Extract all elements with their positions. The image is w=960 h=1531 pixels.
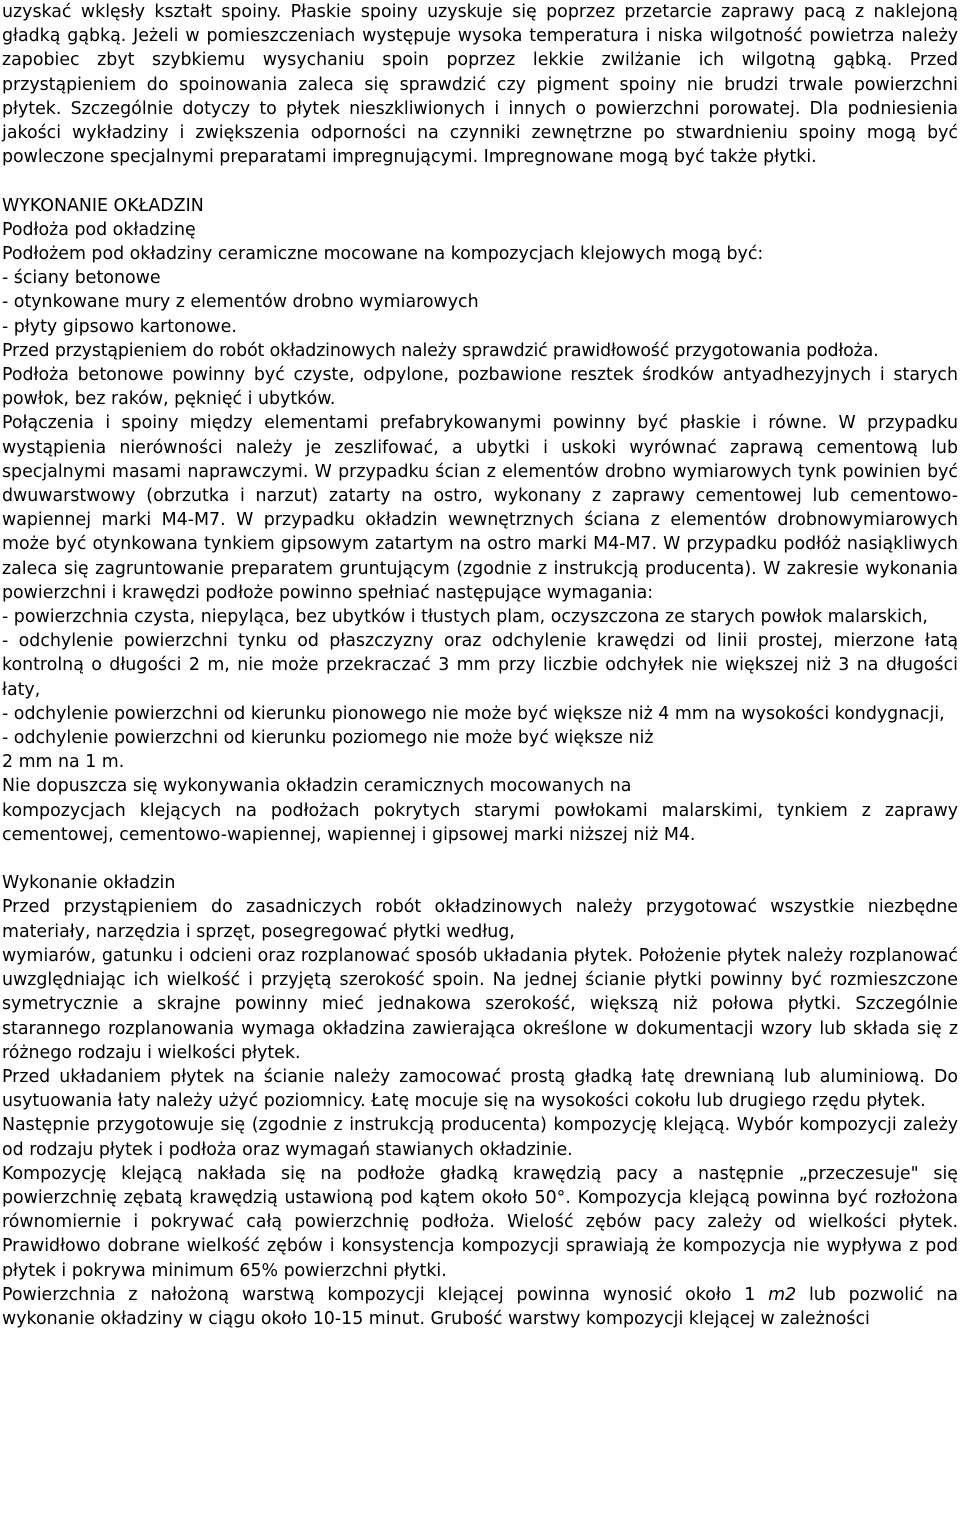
paragraph: Następnie przygotowuje się (zgodnie z instrukcją producenta) kompozycję klejącą. Wybór kompozycji zależy od rodzaju płytek i podłoża oraz wymagań stawianych okładzinie. bbox=[2, 1115, 958, 1160]
blank-line bbox=[2, 169, 958, 193]
requirement-item: - odchylenie powierzchni tynku od płaszczyzny oraz odchylenie krawędzi od linii prostej, mierzone łatą kontrolną o długości 2 m, nie może przekraczać 3 mm przy liczbie odchyłek nie większej niż 3 na długości łaty, bbox=[2, 631, 958, 700]
paragraph: kompozycjach klejących na podłożach pokrytych starymi powłokami malarskimi, tynkiem z zaprawy cementowej, cementowo-wapiennej, wapiennej i gipsowej marki niższej niż M4. bbox=[2, 800, 958, 845]
intro-paragraph: uzyskać wklęsły kształt spoiny. Płaskie spoiny uzyskuje się poprzez przetarcie zaprawy pacą z naklejoną gładką gąbką. Jeżeli w pomieszczeniach występuje wysoka temperatura i niska wilgotność powietrza należy zapobiec zbyt szybkiemu wysychaniu spoin poprzez lekkie zwilżanie ich wilgotną gąbką. Przed przystąpieniem do spoinowania zaleca się sprawdzić czy pigment spoiny nie brudzi trwale powierzchni płytek. Szczególnie dotyczy to płytek nieszkliwionych i innych o powierzchni porowatej. Dla podniesienia jakości wykładziny i zwiększenia odporności na czynniki zewnętrzne po stwardnieniu spoiny mogą być powleczone specjalnymi preparatami impregnującymi. Impregnowane mogą być także płytki. bbox=[2, 2, 958, 168]
unit-m2: m2 bbox=[768, 1284, 797, 1305]
list-item: - płyty gipsowo kartonowe. bbox=[2, 316, 237, 337]
section-heading: WYKONANIE OKŁADZIN bbox=[2, 195, 204, 216]
subsection-heading-substrates: Podłoża pod okładzinę bbox=[2, 219, 196, 240]
text-run: lub pozwolić na wykonanie okładziny w ciągu około 10-15 minut. Grubość warstwy kompozycji klejącej w zależności bbox=[2, 1284, 958, 1329]
blank-line bbox=[2, 847, 958, 871]
paragraph: Podłoża betonowe powinny być czyste, odpylone, pozbawione resztek środków antyadhezyjnych i starych powłok, bez raków, pęknięć i ubytków. bbox=[2, 365, 958, 410]
paragraph-last bbox=[2, 1283, 958, 1331]
paragraph: wymiarów, gatunku i odcieni oraz rozplanować sposób układania płytek. Położenie płytek należy rozplanować uwzględniając ich wielkość i przyjętą szerokość spoin. Na jednej ścianie płytki powinny być rozmieszczone symetrycznie a skrajne powinny mieć jednakowa szerokość, większą niż połowa płytki. Szczególnie starannego rozplanowania wymaga okładzina zawierająca określone w dokumentacji wzory lub składa się z różnego rodzaju i wielkości płytek. bbox=[2, 945, 958, 1063]
list-item: - otynkowane mury z elementów drobno wymiarowych bbox=[2, 292, 479, 313]
requirement-item: - odchylenie powierzchni od kierunku poziomego nie może być większe niż bbox=[2, 728, 654, 749]
paragraph: Połączenia i spoiny między elementami prefabrykowanymi powinny być płaskie i równe. W przypadku wystąpienia nierówności należy je zeszlifować, a ubytki i uskoki wyrównać zaprawą cementową lub specjalnymi masami naprawczymi. W przypadku ścian z elementów drobno wymiarowych tynk powinien być dwuwarstwowy (obrzutka i narzut) zatarty na ostro, wykonany z zaprawy cementowej lub cementowo-wapiennej marki M4-M7. W przypadku okładzin wewnętrznych ściana z elementów drobnowymiarowych może być otynkowana tynkiem gipsowym zatartym na ostro marki M4-M7. W przypadku podłóż nasiąkliwych zaleca się zagruntowanie preparatem gruntującym (zgodnie z instrukcją producenta). W zakresie wykonania powierzchni i krawędzi podłoże powinno spełniać następujące wymagania: bbox=[2, 413, 958, 603]
paragraph: Kompozycję klejącą nakłada się na podłoże gładką krawędzią pacy a następnie „przeczesuje" się powierzchnię zębatą krawędzią ustawioną pod kątem około 50°. Kompozycja klejącą powinna być rozłożona równomiernie i pokrywać całą powierzchnię podłoża. Wielość zębów pacy zależy od wielkości płytek. Prawidłowo dobrane wielkość zębów i konsystencja kompozycji sprawiają że kompozycja nie wypływa z pod płytek i pokrywa minimum 65% powierzchni płytki. bbox=[2, 1163, 958, 1281]
list-item: - ściany betonowe bbox=[2, 268, 161, 289]
text-run: Powierzchnia z nałożoną warstwą kompozycji klejącej powinna wynosić około 1 bbox=[2, 1284, 769, 1305]
substrate-intro-line: Podłożem pod okładziny ceramiczne mocowane na kompozycjach klejowych mogą być: bbox=[2, 244, 764, 265]
requirement-item: - powierzchnia czysta, niepyląca, bez ubytków i tłustych plam, oczyszczona ze starych powłok malarskich, bbox=[2, 607, 928, 628]
paragraph: Przed przystąpieniem do zasadniczych robót okładzinowych należy przygotować wszystkie niezbędne materiały, narzędzia i sprzęt, posegregować płytki według, bbox=[2, 897, 958, 942]
requirement-item: - odchylenie powierzchni od kierunku pionowego nie może być większe niż 4 mm na wysokości kondygnacji, bbox=[2, 703, 945, 724]
paragraph: Przed przystąpieniem do robót okładzinowych należy sprawdzić prawidłowość przygotowania podłoża. bbox=[2, 340, 879, 361]
paragraph-line: Nie dopuszcza się wykonywania okładzin ceramicznych mocowanych na bbox=[2, 776, 632, 797]
requirement-value: 2 mm na 1 m. bbox=[2, 752, 125, 773]
paragraph: Przed układaniem płytek na ścianie należy zamocować prostą gładką łatę drewnianą lub aluminiową. Do usytuowania łaty należy użyć poziomnicy. Łatę mocuje się na wysokości cokołu lub drugiego rzędu płytek. bbox=[2, 1066, 958, 1112]
subsection-heading-execution: Wykonanie okładzin bbox=[2, 873, 176, 894]
